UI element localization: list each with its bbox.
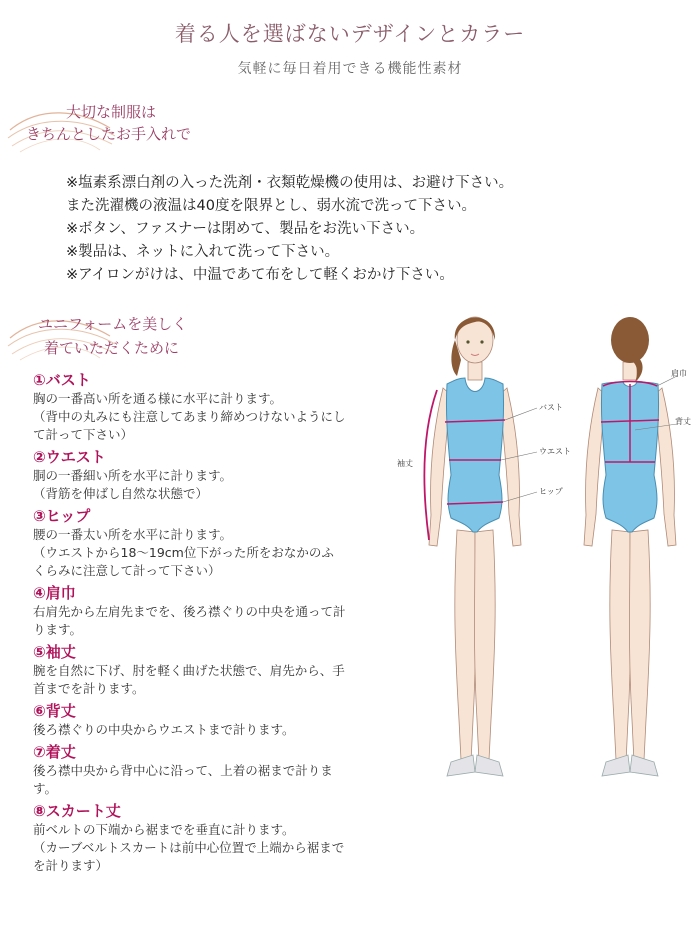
measure-item-desc: 後ろ襟中央から背中心に沿って、上着の裾まで計りま す。 — [33, 763, 333, 796]
care-heading-line2: きちんとしたお手入れで — [26, 125, 192, 143]
measure-item-hip — [33, 506, 403, 580]
measure-item-title: ②ウエスト — [33, 448, 106, 466]
figure-label-bust: バスト — [539, 403, 563, 412]
measure-item-title: ⑥背丈 — [33, 702, 76, 720]
measure-item-sleeve — [33, 642, 403, 698]
care-item: ※製品は、ネットに入れて洗って下さい。 — [66, 244, 340, 260]
measure-item-desc: 腕を自然に下げ、肘を軽く曲げた状態で、肩先から、手 首までを計ります。 — [33, 663, 345, 696]
measure-heading — [38, 313, 187, 335]
care-heading-2 — [26, 123, 191, 145]
measure-item-desc: 胸の一番高い所を通る様に水平に計ります。 （背中の丸みにも注意してあまり締めつけないようにし て計って下さい） — [33, 391, 346, 442]
care-heading-line1: 大切な制服は — [66, 103, 157, 121]
back-figure — [584, 317, 677, 776]
care-instructions — [66, 172, 626, 287]
measure-item-desc: 胴の一番細い所を水平に計ります。 （背筋を伸ばし自然な状態で） — [33, 468, 233, 501]
care-item: また洗濯機の液温は40度を限界とし、弱水流で洗って下さい。 — [66, 198, 476, 214]
figure-label-back-length: 背丈 — [675, 417, 691, 426]
measure-item-jacket-length — [33, 742, 403, 798]
measure-item-title: ⑤袖丈 — [33, 643, 76, 661]
care-item: ※塩素系漂白剤の入った洗剤・衣類乾燥機の使用は、お避け下さい。 — [66, 175, 514, 191]
measure-heading-line1: ユニフォームを美しく — [38, 315, 188, 333]
page-subtitle: 気軽に毎日着用できる機能性素材 — [237, 61, 463, 77]
care-item: ※ボタン、ファスナーは閉めて、製品をお洗い下さい。 — [66, 221, 425, 237]
measure-item-title: ③ヒップ — [33, 507, 91, 525]
measure-item-title: ⑦着丈 — [33, 743, 76, 761]
front-figure — [397, 317, 537, 776]
measure-item-back-length — [33, 701, 403, 739]
measure-item-shoulder — [33, 583, 403, 639]
measure-item-desc: 後ろ襟ぐりの中央からウエストまで計ります。 — [33, 722, 295, 737]
measure-heading-2 — [44, 337, 179, 359]
measure-item-desc: 前ベルトの下端から裾までを垂直に計ります。 （カーブベルトスカートは前中心位置で上端から裾まで を計ります） — [33, 822, 345, 873]
care-item: ※アイロンがけは、中温であて布をして軽くおかけ下さい。 — [66, 267, 454, 283]
measure-item-desc: 腰の一番太い所を水平に計ります。 （ウエストから18〜19cm位下がった所をおなかのふ くらみに注意して計って下さい） — [33, 527, 334, 578]
measure-item-title: ④肩巾 — [33, 584, 76, 602]
measure-item-waist — [33, 447, 403, 503]
figure-label-sleeve: 袖丈 — [397, 459, 413, 468]
measure-item-bust — [33, 370, 403, 444]
page-title: 着る人を選ばないデザインとカラー — [174, 22, 526, 46]
measure-item-desc: 右肩先から左肩先までを、後ろ襟ぐりの中央を通って計 ります。 — [33, 604, 346, 637]
figure-label-hip: ヒップ — [539, 487, 563, 496]
measurement-figure — [385, 300, 700, 790]
measurement-guide — [33, 370, 403, 878]
measure-item-title: ①バスト — [33, 371, 91, 389]
measure-heading-line2: 着ていただくために — [44, 339, 180, 357]
figure-label-shoulder: 肩巾 — [671, 369, 687, 378]
measure-item-skirt-length — [33, 801, 403, 875]
figure-label-waist: ウエスト — [539, 447, 571, 456]
measure-item-title: ⑧スカート丈 — [33, 802, 121, 820]
care-heading — [66, 101, 156, 123]
